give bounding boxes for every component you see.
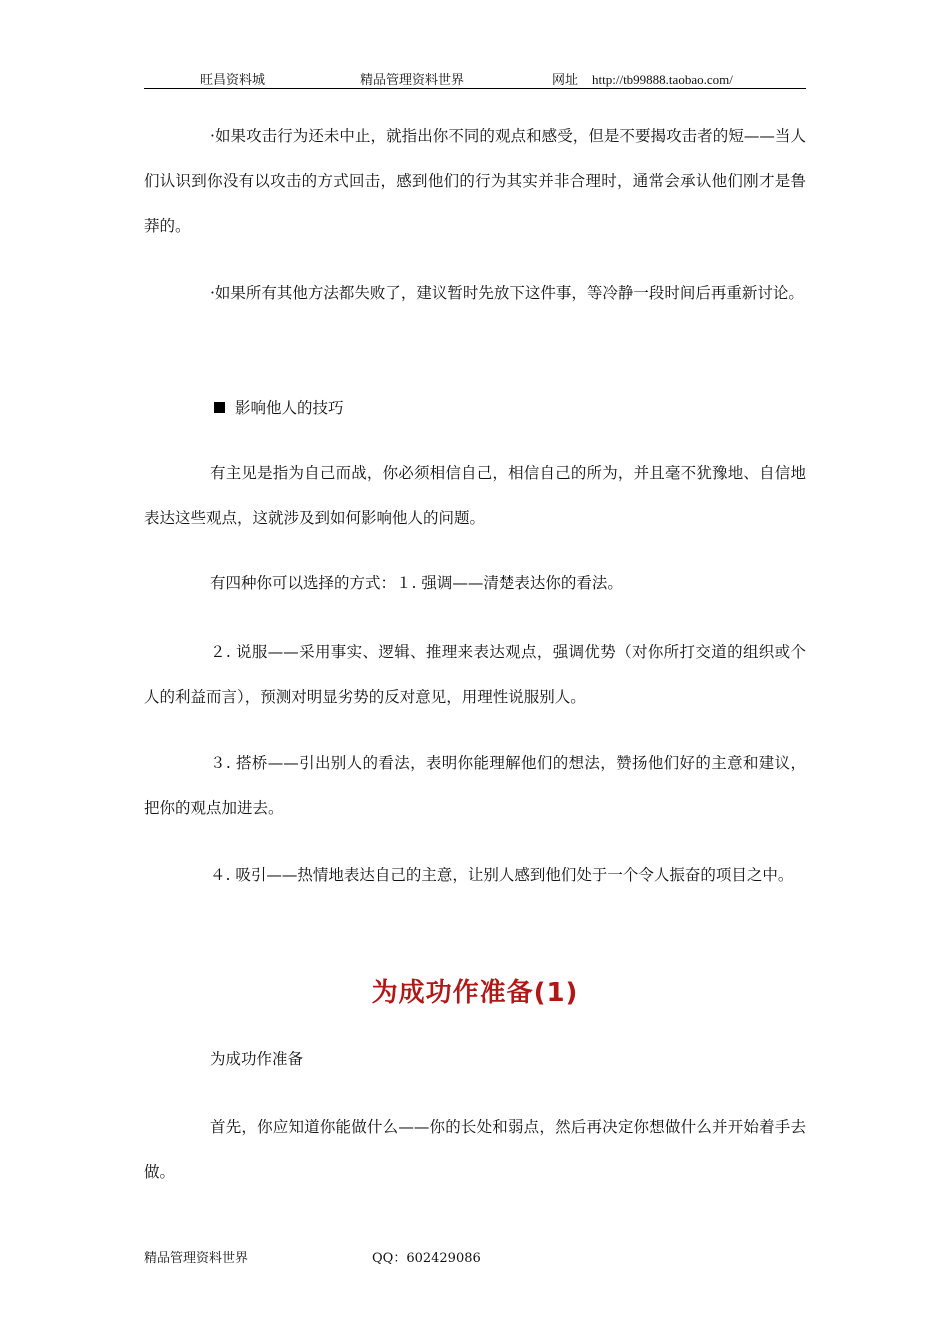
header-url-group (552, 69, 733, 88)
header-url-label: 网址 (552, 73, 579, 88)
header-url-link[interactable]: http://tb99888.taobao.com/ (592, 72, 733, 87)
black-square-icon (214, 402, 225, 413)
footer-qq: QQ：602429086 (372, 1251, 481, 1266)
subheading-influence (214, 396, 344, 420)
paragraph-persuade: ２. 说服——采用事实、逻辑、推理来表达观点，强调优势（对你所打交道的组织或个人的利益而言），预测对明显劣势的反对意见，用理性说服别人。 (144, 643, 806, 706)
paragraph-first-know: 首先，你应知道你能做什么——你的长处和弱点，然后再决定你想做什么并开始着手去做。 (144, 1118, 806, 1181)
paragraph-prepare-title: 为成功作准备 (210, 1050, 304, 1068)
paragraph-attack-response: ·如果攻击行为还未中止，就指出你不同的观点和感受，但是不要揭攻击者的短——当人们认识到你没有以攻击的方式回击，感到他们的行为其实并非合理时，通常会承认他们刚才是鲁莽的。 (144, 127, 806, 235)
paragraph-attract: ４. 吸引——热情地表达自己的主意，让别人感到他们处于一个令人振奋的项目之中。 (210, 866, 794, 884)
section-title: 为成功作准备(1) (371, 978, 579, 1008)
paragraph-postpone: ·如果所有其他方法都失败了，建议暂时先放下这件事，等冷静一段时间后再重新讨论。 (210, 284, 804, 302)
footer-collection: 精品管理资料世界 (144, 1251, 249, 1266)
paragraph-bridge: ３. 搭桥——引出别人的看法，表明你能理解他们的想法，赞扬他们好的主意和建议，把你的观点加进去。 (144, 754, 806, 817)
page-header (144, 68, 806, 89)
header-site-name: 旺昌资料城 (200, 73, 266, 88)
paragraph-assertiveness: 有主见是指为自己而战，你必须相信自己，相信自己的所为，并且毫不犹豫地、自信地表达这些观点，这就涉及到如何影响他人的问题。 (144, 464, 806, 527)
paragraph-four-ways: 有四种你可以选择的方式：１. 强调——清楚表达你的看法。 (210, 574, 623, 592)
header-collection: 精品管理资料世界 (360, 73, 465, 88)
subheading-text: 影响他人的技巧 (235, 399, 344, 417)
